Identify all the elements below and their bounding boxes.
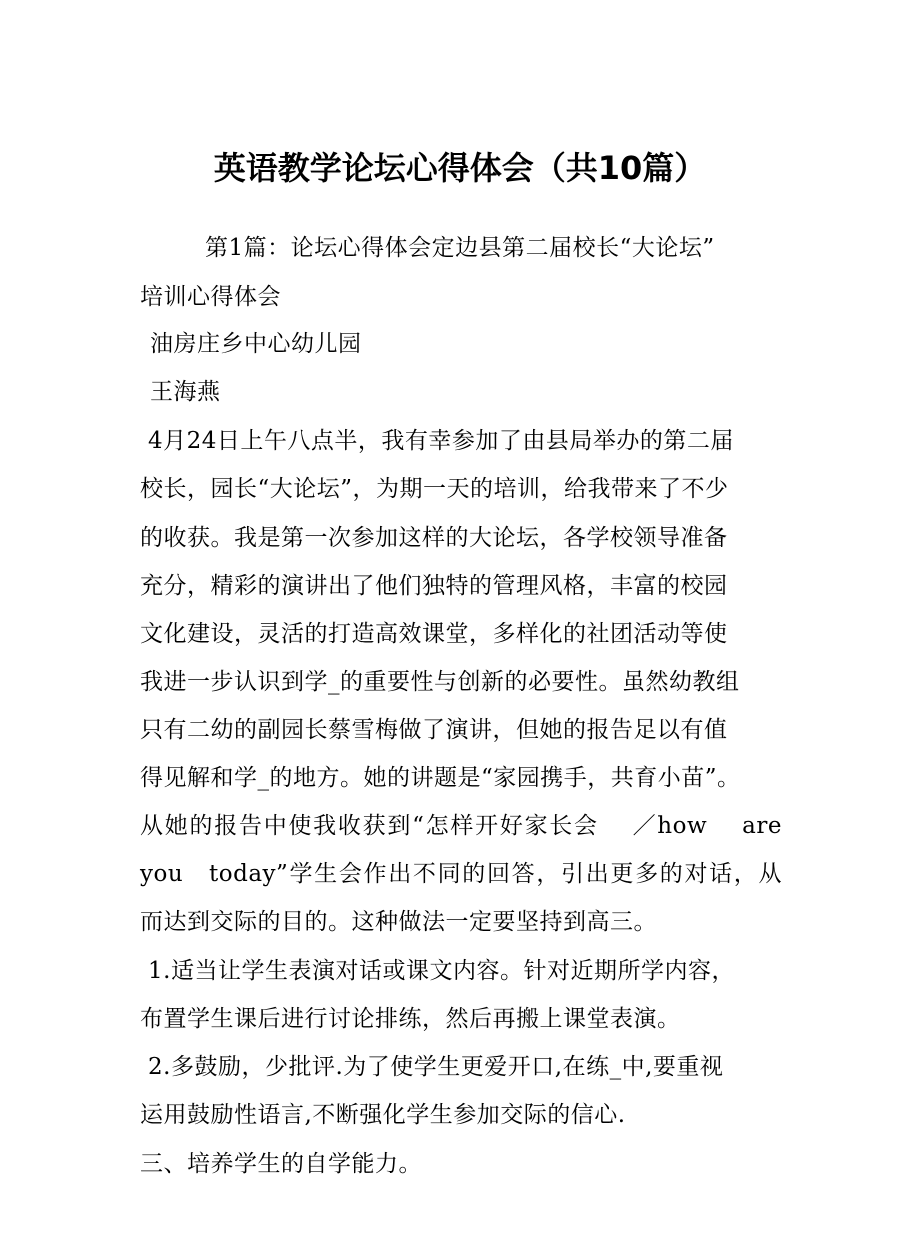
text-line: 文化建设，灵活的打造高效课堂，多样化的社团活动等使 [140,621,728,647]
text-line: 得见解和学_的地方。她的讲题是“家园携手，共育小苗”。 [140,765,741,791]
text-line: 油房庄乡中心幼儿园 [150,331,362,357]
text-line: 4月24日上午八点半，我有幸参加了由县局举办的第二届 [148,428,734,454]
document-title: 英语教学论坛心得体会（共10篇） [213,149,707,187]
text-line: 从她的报告中使我收获到“怎样开好家长会 ／how are [140,813,782,839]
text-line: 运用鼓励性语言,不断强化学生参加交际的信心. [140,1102,626,1128]
text-line: 校长，园长“大论坛”，为期一天的培训，给我带来了不少 [140,476,729,502]
text-line: 而达到交际的目的。这种做法一定要坚持到高三。 [140,909,657,935]
text-line: 培训心得体会 [140,284,281,310]
text-line: 的收获。我是第一次参加这样的大论坛，各学校领导准备 [140,525,728,551]
text-line: 布置学生课后进行讨论排练，然后再搬上课堂表演。 [140,1006,681,1032]
text-line: 只有二幼的副园长蔡雪梅做了演讲，但她的报告足以有值 [140,717,728,743]
text-line: you today”学生会作出不同的回答，引出更多的对话，从 [140,861,782,887]
text-line: 第1篇：论坛心得体会定边县第二届校长“大论坛” [205,235,715,261]
text-line: 王海燕 [150,379,221,405]
text-line: 1.适当让学生表演对话或课文内容。针对近期所学内容， [148,958,735,984]
text-line: 充分，精彩的演讲出了他们独特的管理风格，丰富的校园 [140,573,728,599]
text-line: 我进一步认识到学_的重要性与创新的必要性。虽然幼教组 [140,669,740,695]
text-line: 三、培养学生的自学能力。 [140,1151,422,1177]
text-line: 2.多鼓励，少批评.为了使学生更爱开口,在练_中,要重视 [148,1054,724,1080]
